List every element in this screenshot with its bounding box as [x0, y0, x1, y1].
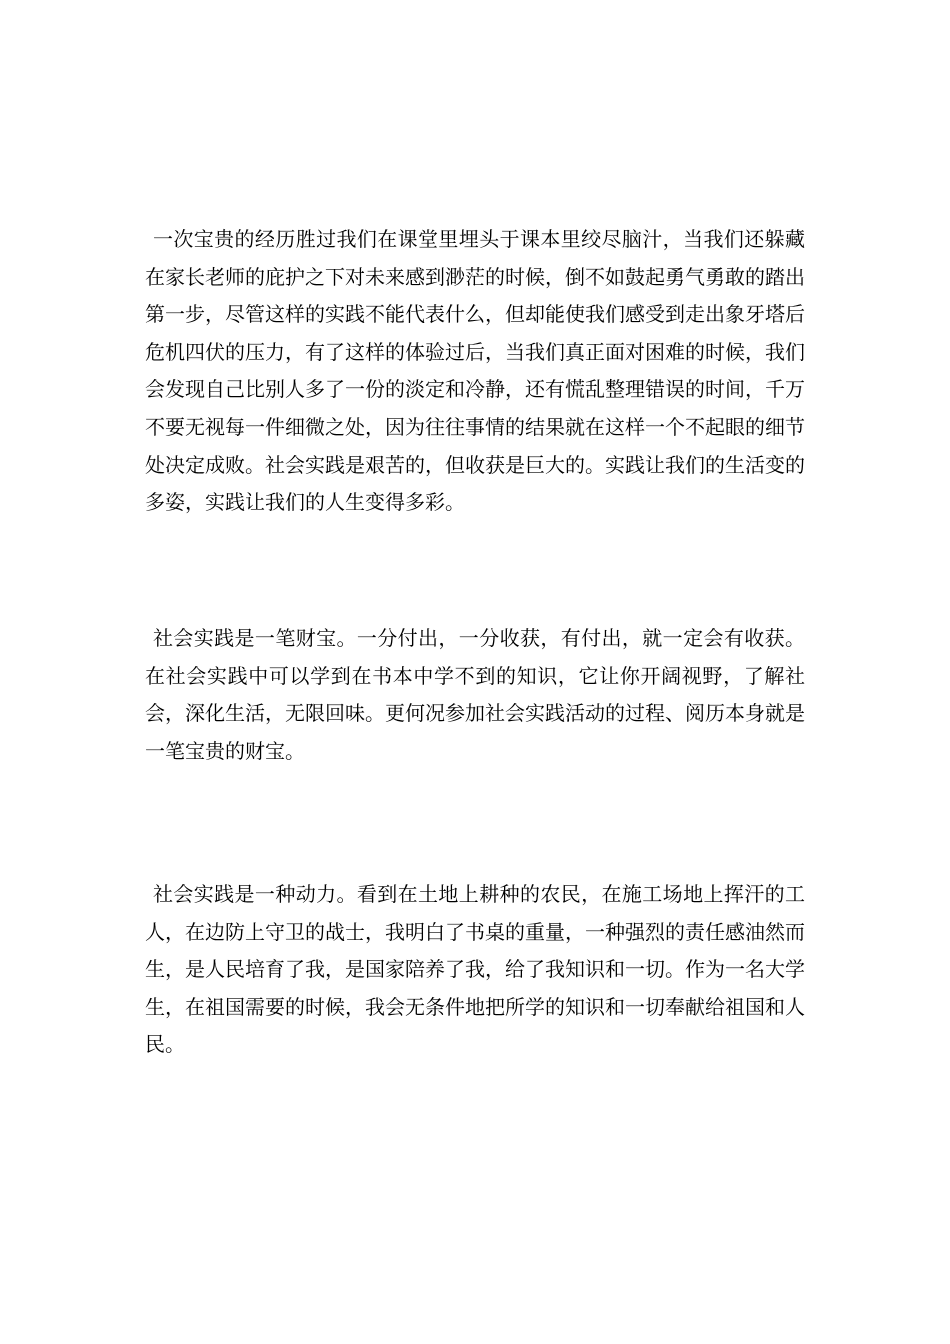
paragraph-motivation: 社会实践是一种动力。看到在土地上耕种的农民，在施工场地上挥汗的工人，在边防上守卫的战士，我明白了书桌的重量，一种强烈的责任感油然而生，是人民培育了我，是国家陪养了我，给了我知识和一切。作为一名大学生，在祖国需要的时候，我会无条件地把所学的知识和一切奉献给祖国和人民。	[145, 882, 805, 1057]
paragraph-experience: 一次宝贵的经历胜过我们在课堂里埋头于课本里绞尽脑汁，当我们还躲藏在家长老师的庇护之下对未来感到渺茫的时候，倒不如鼓起勇气勇敢的踏出第一步，尽管这样的实践不能代表什么，但却能使我们感受到走出象牙塔后危机四伏的压力，有了这样的体验过后，当我们真正面对困难的时候，我们会发现自己比别人多了一份的淡定和冷静，还有慌乱整理错误的时间，千万不要无视每一件细微之处，因为往往事情的结果就在这样一个不起眼的细节处决定成败。社会实践是艰苦的，但收获是巨大的。实践让我们的生活变的多姿，实践让我们的人生变得多彩。	[145, 227, 805, 515]
paragraph-treasure: 社会实践是一笔财宝。一分付出，一分收获，有付出，就一定会有收获。在社会实践中可以学到在书本中学不到的知识，它让你开阔视野，了解社会，深化生活，无限回味。更何况参加社会实践活动的过程、阅历本身就是一笔宝贵的财宝。	[145, 626, 805, 763]
